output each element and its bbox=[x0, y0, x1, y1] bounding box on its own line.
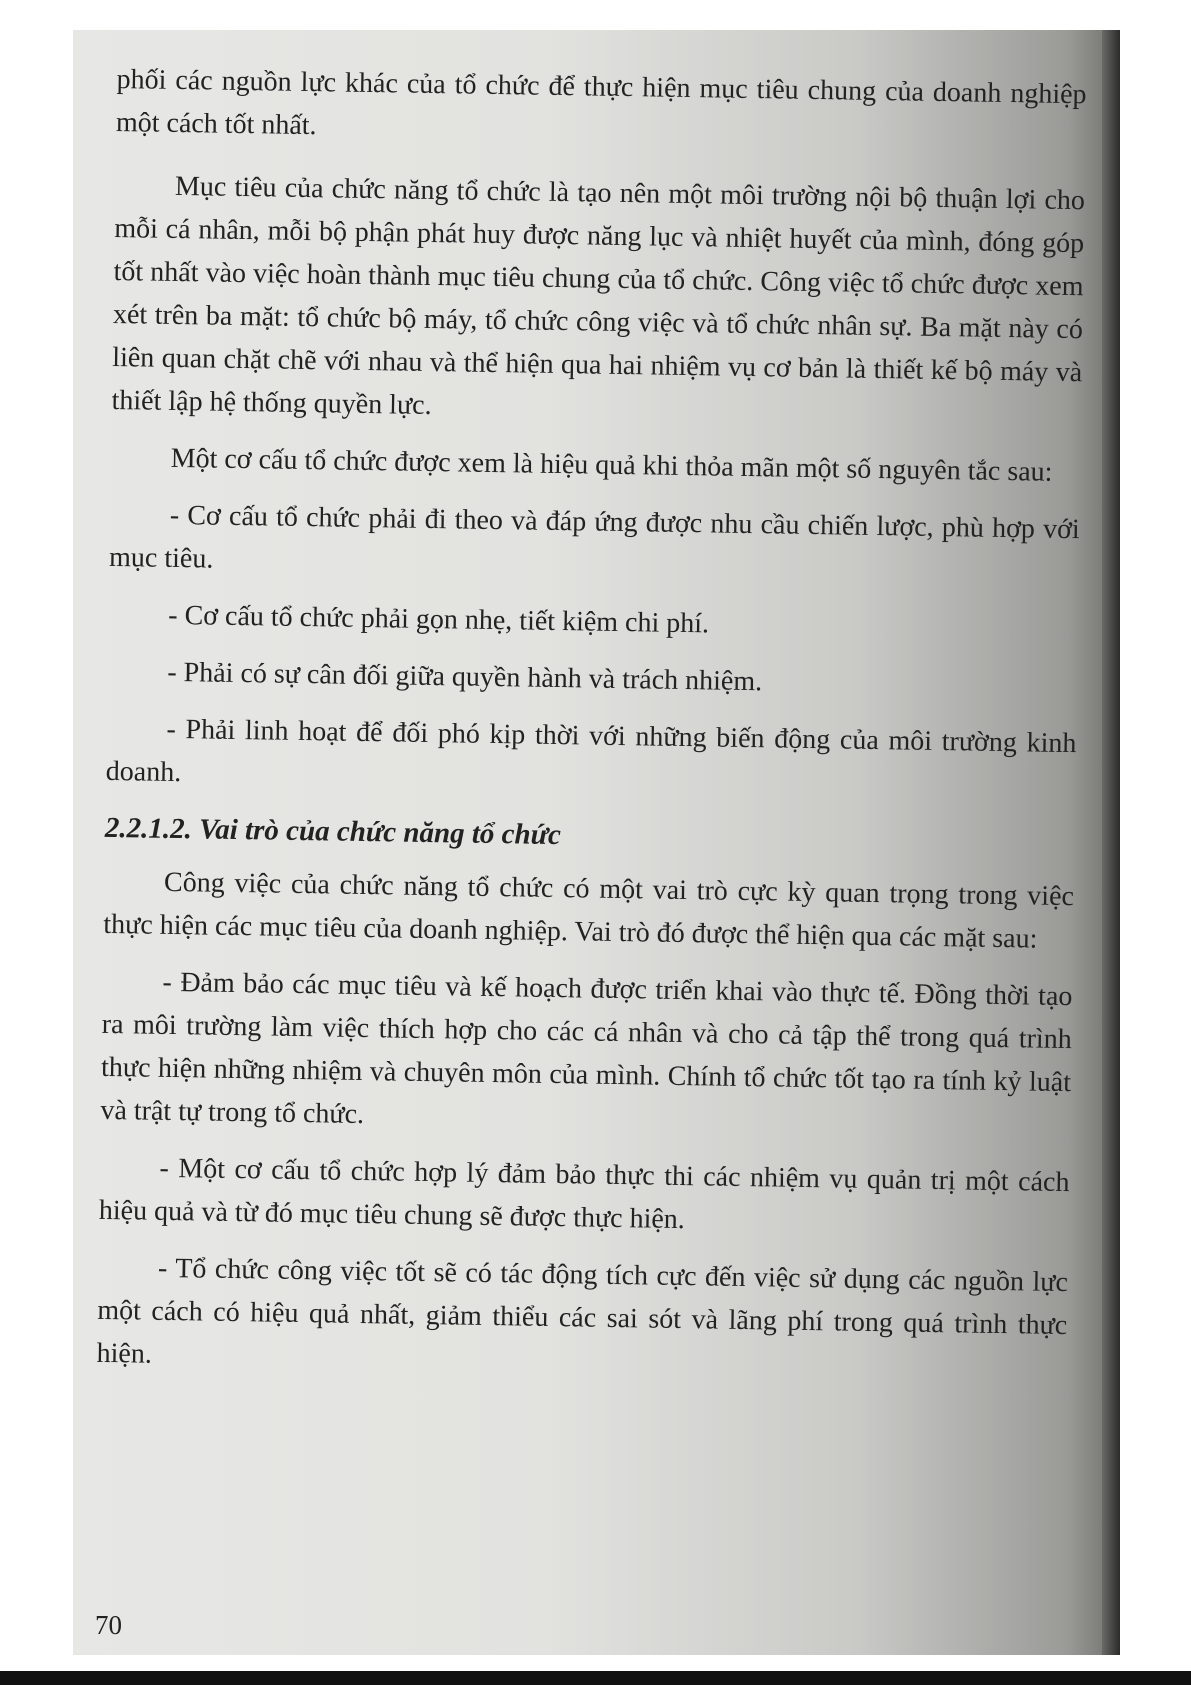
continuation-paragraph: phối các nguồn lực khác của tổ chức để thực hiện mục tiêu chung của doanh nghiệp một cách tốt nhất. bbox=[115, 63, 1087, 142]
objective-paragraph: Mục tiêu của chức năng tổ chức là tạo nên một môi trường nội bộ thuận lợi cho mỗi cá nhân, mỗi bộ phận phát huy được năng lục và nhiệt huyết của mình, đóng góp tốt nhất vào việc hoàn thành mục tiêu chung của tổ chức. Công việc tổ chức được xem xét trên ba mặt: tổ chức bộ máy, tổ chức công việc và tổ chức nhân sự. Ba mặt này có liên quan chặt chẽ với nhau và thể hiện qua hai nhiệm vụ cơ bản là thiết kế bộ máy và thiết lập hệ thống quyền lực. bbox=[111, 170, 1086, 421]
principles-intro-paragraph: Một cơ cấu tổ chức được xem là hiệu quả khi thỏa mãn một số nguyên tắc sau: bbox=[170, 442, 1053, 488]
role-item: - Tổ chức công việc tốt sẽ có tác động tích cực đến việc sử dụng các nguồn lực một cách có hiệu quả nhất, giảm thiểu các sai sót và lãng phí trong quá trình thực hiện. bbox=[96, 1252, 1069, 1370]
page-number: 70 bbox=[95, 1610, 122, 1640]
body-text bbox=[96, 58, 1087, 1404]
bottom-border bbox=[0, 1671, 1191, 1685]
role-item: - Một cơ cấu tổ chức hợp lý đảm bảo thực thi các nhiệm vụ quản trị một cách hiệu quả và từ đó mục tiêu chung sẽ được thực hiện. bbox=[98, 1152, 1070, 1236]
principle-item: - Cơ cấu tổ chức phải đi theo và đáp ứng được nhu cầu chiến lược, phù hợp với mục tiêu. bbox=[108, 499, 1080, 575]
role-intro-paragraph: Công việc của chức năng tổ chức có một vai trò cực kỳ quan trọng trong việc thực hiện các mục tiêu của doanh nghiệp. Vai trò đó được thể hiện qua các mặt sau: bbox=[103, 866, 1075, 955]
page-photo bbox=[73, 30, 1120, 1655]
principle-item: - Phải có sự cân đối giữa quyền hành và trách nhiệm. bbox=[167, 656, 763, 698]
role-item: - Đảm bảo các mục tiêu và kế hoạch được triển khai vào thực tế. Đồng thời tạo ra môi trường làm việc thích hợp cho các cá nhân và cho cả tập thể trong quá trình thực hiện những nhiệm và chuyên môn của mình. Chính tổ chức tốt tạo ra tính kỷ luật và trật tự trong tổ chức. bbox=[100, 966, 1073, 1131]
principle-item: - Cơ cấu tổ chức phải gọn nhẹ, tiết kiệm chi phí. bbox=[168, 599, 710, 640]
section-heading: 2.2.1.2. Vai trò của chức năng tổ chức bbox=[104, 811, 562, 852]
principle-item: - Phải linh hoạt để đối phó kịp thời với những biến động của môi trường kinh doanh. bbox=[105, 713, 1077, 789]
book-spine-shadow bbox=[1102, 30, 1120, 1655]
